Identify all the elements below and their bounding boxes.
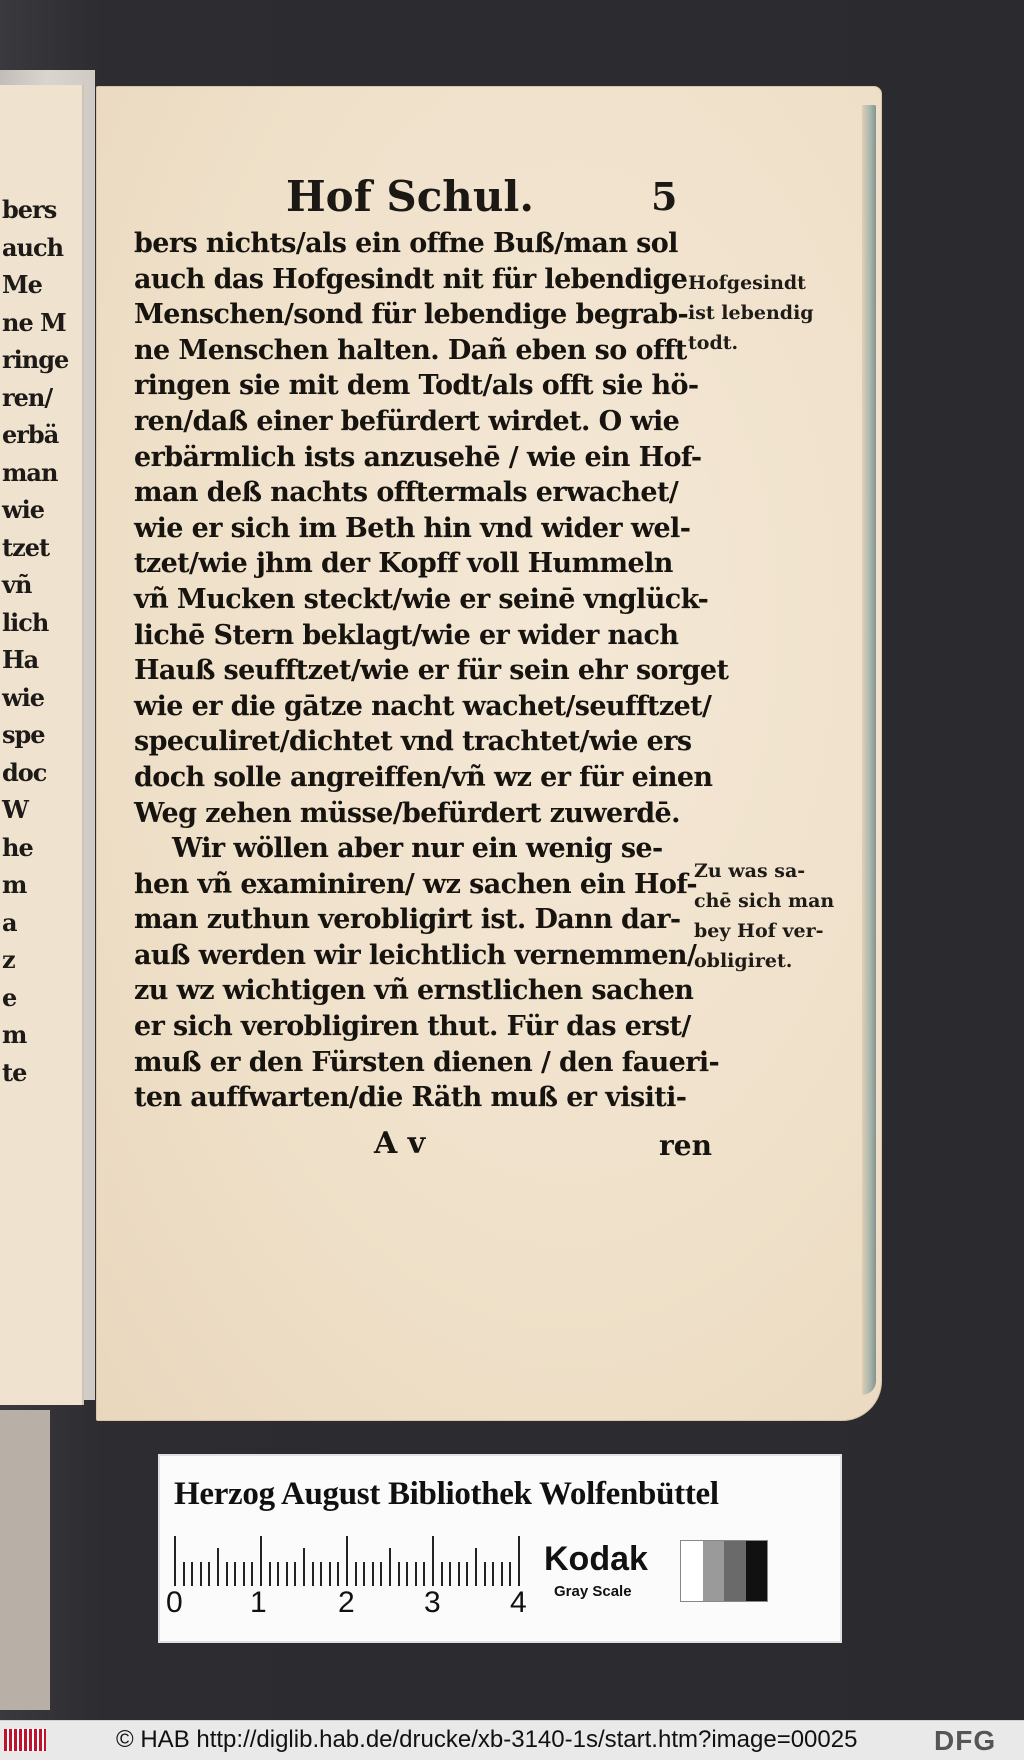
ruler-tick bbox=[423, 1562, 425, 1586]
left-page-fragment: z bbox=[2, 945, 15, 974]
ruler-tick bbox=[398, 1562, 400, 1586]
margin-note-line: obligiret. bbox=[694, 950, 793, 972]
left-page-fragment: m bbox=[2, 1020, 27, 1049]
ruler-tick bbox=[234, 1562, 236, 1586]
running-header: Hof Schul. bbox=[286, 172, 534, 221]
color-calibration-card bbox=[160, 1456, 840, 1641]
ruler-tick bbox=[509, 1562, 511, 1586]
left-page-fragment: wie bbox=[2, 495, 45, 524]
ruler-tick bbox=[441, 1562, 443, 1586]
margin-note-line: bey Hof ver- bbox=[694, 920, 824, 942]
ruler-tick bbox=[303, 1548, 305, 1586]
text-line: vñ Mucken steckt/wie er seinē vnglück- bbox=[134, 583, 709, 615]
ruler-tick bbox=[484, 1562, 486, 1586]
ruler-tick bbox=[260, 1536, 262, 1586]
ruler-tick bbox=[183, 1562, 185, 1586]
text-line: wie er die gātze nacht wachet/seufftzet/ bbox=[134, 690, 712, 722]
margin-note-line: todt. bbox=[688, 332, 739, 354]
margin-note-zu-was-sachen bbox=[694, 856, 834, 976]
ruler-tick bbox=[501, 1562, 503, 1586]
page-number: 5 bbox=[651, 174, 678, 219]
left-page-fragment: vñ bbox=[2, 570, 32, 599]
left-page-fragment: he bbox=[2, 832, 33, 862]
ruler-tick bbox=[200, 1562, 202, 1586]
ruler-tick bbox=[286, 1562, 288, 1586]
left-page-tab bbox=[0, 1410, 50, 1710]
left-page-fragment: e bbox=[2, 982, 17, 1012]
left-page-fragment: ren/ bbox=[2, 382, 53, 412]
text-line: Weg zehen müsse/befürdert zuwerdē. bbox=[134, 797, 680, 829]
viewer-footer bbox=[0, 1720, 1024, 1760]
ruler-tick bbox=[277, 1562, 279, 1586]
page-edge-shadow bbox=[862, 105, 876, 1395]
text-line: doch solle angreiffen/vñ wz er für einen bbox=[134, 761, 713, 793]
left-page-fragment: W bbox=[2, 795, 28, 824]
ruler-tick bbox=[355, 1562, 357, 1586]
left-page-fragment: tzet bbox=[2, 532, 50, 562]
dfg-logo: DFG bbox=[934, 1725, 997, 1756]
body-text bbox=[134, 226, 734, 1116]
text-line: bers nichts/als ein offne Buß/man sol bbox=[134, 228, 678, 259]
ruler-tick bbox=[243, 1562, 245, 1586]
ruler-number: 4 bbox=[510, 1586, 527, 1619]
gray-swatch bbox=[724, 1541, 746, 1601]
text-line: Menschen/sond für lebendige begrab- bbox=[134, 299, 689, 331]
left-page-fragment: erbä bbox=[2, 420, 59, 449]
left-page-fragment: doc bbox=[2, 757, 47, 787]
ruler-tick bbox=[226, 1562, 228, 1586]
ruler-tick bbox=[346, 1536, 348, 1586]
left-page-edge bbox=[0, 85, 84, 1405]
text-line: tzet/wie jhm der Kopff voll Hummeln bbox=[134, 548, 673, 580]
left-page-fragment: ringe bbox=[2, 345, 69, 374]
ruler-tick bbox=[475, 1548, 477, 1586]
ruler-tick bbox=[518, 1536, 520, 1586]
ruler-number: 1 bbox=[250, 1586, 267, 1619]
gray-swatch bbox=[746, 1541, 768, 1601]
text-line: zu wz wichtigen vñ ernstlichen sachen bbox=[134, 975, 694, 1007]
left-page-fragment: m bbox=[2, 870, 27, 899]
text-line: ne Menschen halten. Dañ eben so offt bbox=[134, 334, 687, 366]
text-line: hen vñ examiniren/ wz sachen ein Hof- bbox=[134, 868, 697, 900]
ruler-tick bbox=[312, 1562, 314, 1586]
ruler-tick bbox=[174, 1536, 176, 1586]
ruler-tick bbox=[294, 1562, 296, 1586]
text-line: man deß nachts offtermals erwachet/ bbox=[134, 477, 679, 509]
left-page-fragment: ne M bbox=[2, 307, 66, 337]
ruler-tick bbox=[251, 1562, 253, 1586]
ruler-number: 3 bbox=[424, 1586, 441, 1619]
margin-note-line: ist lebendig bbox=[688, 302, 814, 324]
left-page-fragment: bers bbox=[2, 195, 57, 224]
text-line: auß werden wir leichtlich vernemmen/ bbox=[134, 939, 697, 971]
text-line: ren/daß einer befürdert wirdet. O wie bbox=[134, 405, 680, 437]
ruler-tick bbox=[449, 1562, 451, 1586]
text-line: ringen sie mit dem Todt/als offt sie hö- bbox=[134, 370, 699, 402]
left-page-fragment: wie bbox=[2, 682, 45, 712]
signature-mark: A v bbox=[374, 1126, 426, 1161]
text-line: lichē Stern beklagt/wie er wider nach bbox=[134, 619, 679, 651]
kodak-logo: Kodak bbox=[544, 1540, 648, 1578]
margin-note-line: chē sich man bbox=[694, 890, 835, 912]
left-page-fragment: man bbox=[2, 457, 58, 487]
text-line: Wir wöllen aber nur ein wenig se- bbox=[172, 833, 663, 865]
ruler-tick bbox=[320, 1562, 322, 1586]
ruler-tick bbox=[329, 1562, 331, 1586]
ruler-number: 0 bbox=[166, 1586, 183, 1619]
left-page-fragment: lich bbox=[2, 607, 49, 637]
ruler-tick bbox=[380, 1562, 382, 1586]
ruler-tick bbox=[466, 1562, 468, 1586]
ruler-tick bbox=[406, 1562, 408, 1586]
text-line: speculiret/dichtet vnd trachtet/wie ers bbox=[134, 726, 692, 758]
ruler-tick bbox=[458, 1562, 460, 1586]
gray-swatch bbox=[703, 1541, 725, 1601]
grayscale-label: Gray Scale bbox=[554, 1583, 632, 1600]
left-page-fragment: spe bbox=[2, 720, 45, 749]
ruler-tick bbox=[191, 1562, 193, 1586]
text-line: erbärmlich ists anzusehē / wie ein Hof- bbox=[134, 441, 702, 473]
text-line: muß er den Fürsten dienen / den faueri- bbox=[134, 1046, 720, 1078]
text-line: er sich verobligiren thut. Für das erst/ bbox=[134, 1011, 691, 1043]
catchword: ren bbox=[659, 1129, 712, 1162]
text-line: wie er sich im Beth hin vnd wider wel- bbox=[134, 512, 691, 544]
source-url[interactable]: © HAB http://diglib.hab.de/drucke/xb-3140-1s/start.htm?image=00025 bbox=[116, 1726, 858, 1753]
margin-note-hofgesindt bbox=[688, 268, 814, 358]
text-line: man zuthun verobligirt ist. Dann dar- bbox=[134, 904, 681, 936]
margin-note-line: Hofgesindt bbox=[688, 272, 806, 294]
hab-logo-icon bbox=[4, 1729, 46, 1751]
left-page-fragment: Me bbox=[2, 270, 42, 299]
ruler-tick bbox=[337, 1562, 339, 1586]
library-name: Herzog August Bibliothek Wolfenbüttel bbox=[174, 1476, 719, 1512]
ruler-tick bbox=[217, 1548, 219, 1586]
left-page-fragment: a bbox=[2, 907, 17, 937]
gray-swatch bbox=[681, 1541, 703, 1601]
ruler-tick bbox=[363, 1562, 365, 1586]
book-page bbox=[96, 86, 882, 1421]
left-page-fragment: auch bbox=[2, 232, 64, 262]
ruler-tick bbox=[372, 1562, 374, 1586]
ruler-tick bbox=[492, 1562, 494, 1586]
left-page-fragment: te bbox=[2, 1057, 27, 1087]
gray-swatches bbox=[680, 1540, 768, 1602]
text-line: auch das Hofgesindt nit für lebendige bbox=[134, 263, 688, 295]
ruler-numbers bbox=[166, 1586, 536, 1626]
ruler bbox=[174, 1534, 536, 1586]
ruler-tick bbox=[432, 1536, 434, 1586]
ruler-number: 2 bbox=[338, 1586, 355, 1619]
margin-note-line: Zu was sa- bbox=[694, 860, 806, 882]
ruler-tick bbox=[269, 1562, 271, 1586]
ruler-tick bbox=[389, 1548, 391, 1586]
ruler-tick bbox=[415, 1562, 417, 1586]
text-line: Hauß seufftzet/wie er für sein ehr sorget bbox=[134, 655, 729, 687]
left-page-fragment: Ha bbox=[2, 645, 39, 674]
text-line: ten auffwarten/die Räth muß er visiti- bbox=[134, 1082, 687, 1114]
ruler-tick bbox=[208, 1562, 210, 1586]
